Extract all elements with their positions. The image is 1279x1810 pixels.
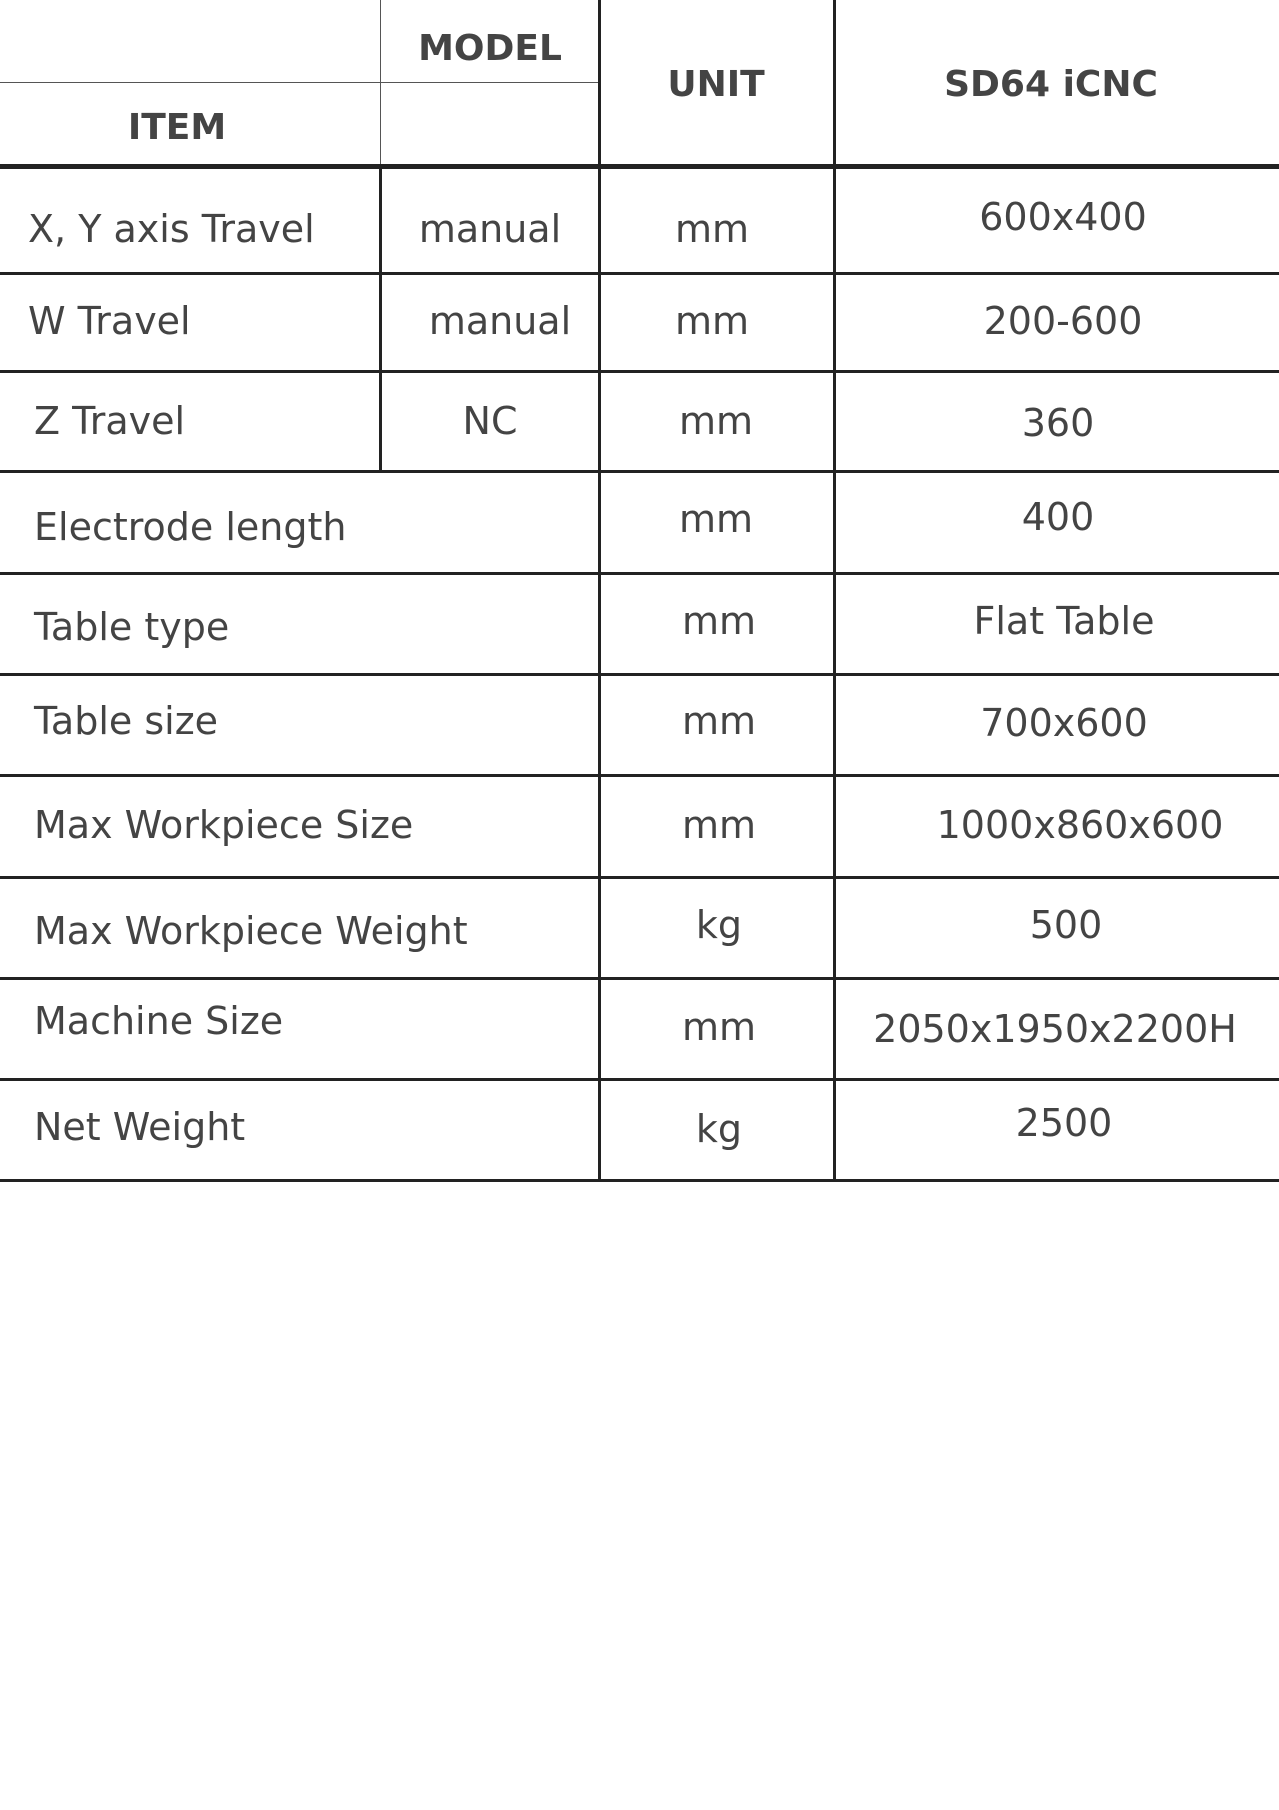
row-6-unit: mm: [681, 699, 757, 743]
row-8-unit: kg: [695, 903, 743, 947]
row-divider: [0, 572, 1279, 575]
row-divider: [0, 876, 1279, 879]
row-3-item: Z Travel: [34, 399, 186, 443]
row-7-value: 1000x860x600: [936, 803, 1224, 847]
row-9-value: 2050x1950x2200H: [873, 1007, 1237, 1051]
mode-column-divider: [379, 166, 382, 472]
row-4-value: 400: [1021, 495, 1095, 539]
header-column-divider: [380, 0, 381, 164]
row-5-value: Flat Table: [973, 599, 1155, 643]
row-1-value: 600x400: [979, 195, 1147, 239]
row-5-item: Table type: [34, 605, 230, 649]
row-divider: [0, 470, 1279, 473]
row-3-unit: mm: [678, 399, 754, 443]
row-2-value: 200-600: [983, 299, 1143, 343]
row-2-item: W Travel: [28, 299, 191, 343]
row-2-mode: manual: [428, 299, 572, 343]
row-divider: [0, 977, 1279, 980]
header-bottom-rule: [0, 164, 1279, 169]
unit-column-right-divider: [833, 0, 836, 1182]
row-9-unit: mm: [681, 1005, 757, 1049]
row-6-value: 700x600: [980, 701, 1148, 745]
row-divider: [0, 370, 1279, 373]
row-1-unit: mm: [674, 207, 750, 251]
row-3-mode: NC: [462, 399, 518, 443]
row-9-item: Machine Size: [34, 999, 284, 1043]
header-model-name: SD64 iCNC: [944, 64, 1158, 105]
row-divider: [0, 272, 1279, 275]
row-8-value: 500: [1029, 903, 1103, 947]
unit-column-left-divider: [598, 0, 601, 1182]
row-10-unit: kg: [695, 1107, 743, 1151]
row-10-item: Net Weight: [34, 1105, 246, 1149]
header-item-label: ITEM: [127, 107, 227, 148]
header-model-label: MODEL: [418, 28, 562, 69]
row-3-value: 360: [1021, 401, 1095, 445]
row-10-value: 2500: [1015, 1101, 1113, 1145]
row-7-unit: mm: [681, 803, 757, 847]
row-5-unit: mm: [681, 599, 757, 643]
row-4-unit: mm: [678, 497, 754, 541]
row-divider: [0, 1078, 1279, 1081]
row-divider: [0, 774, 1279, 777]
row-1-mode: manual: [418, 207, 562, 251]
row-2-unit: mm: [674, 299, 750, 343]
row-4-item: Electrode length: [34, 505, 347, 549]
row-8-item: Max Workpiece Weight: [34, 909, 468, 953]
header-unit-label: UNIT: [667, 64, 765, 105]
row-6-item: Table size: [34, 699, 219, 743]
row-divider: [0, 673, 1279, 676]
header-divider: [0, 82, 598, 83]
table-bottom-rule: [0, 1179, 1279, 1182]
row-1-item: X, Y axis Travel: [28, 207, 315, 251]
row-7-item: Max Workpiece Size: [34, 803, 414, 847]
